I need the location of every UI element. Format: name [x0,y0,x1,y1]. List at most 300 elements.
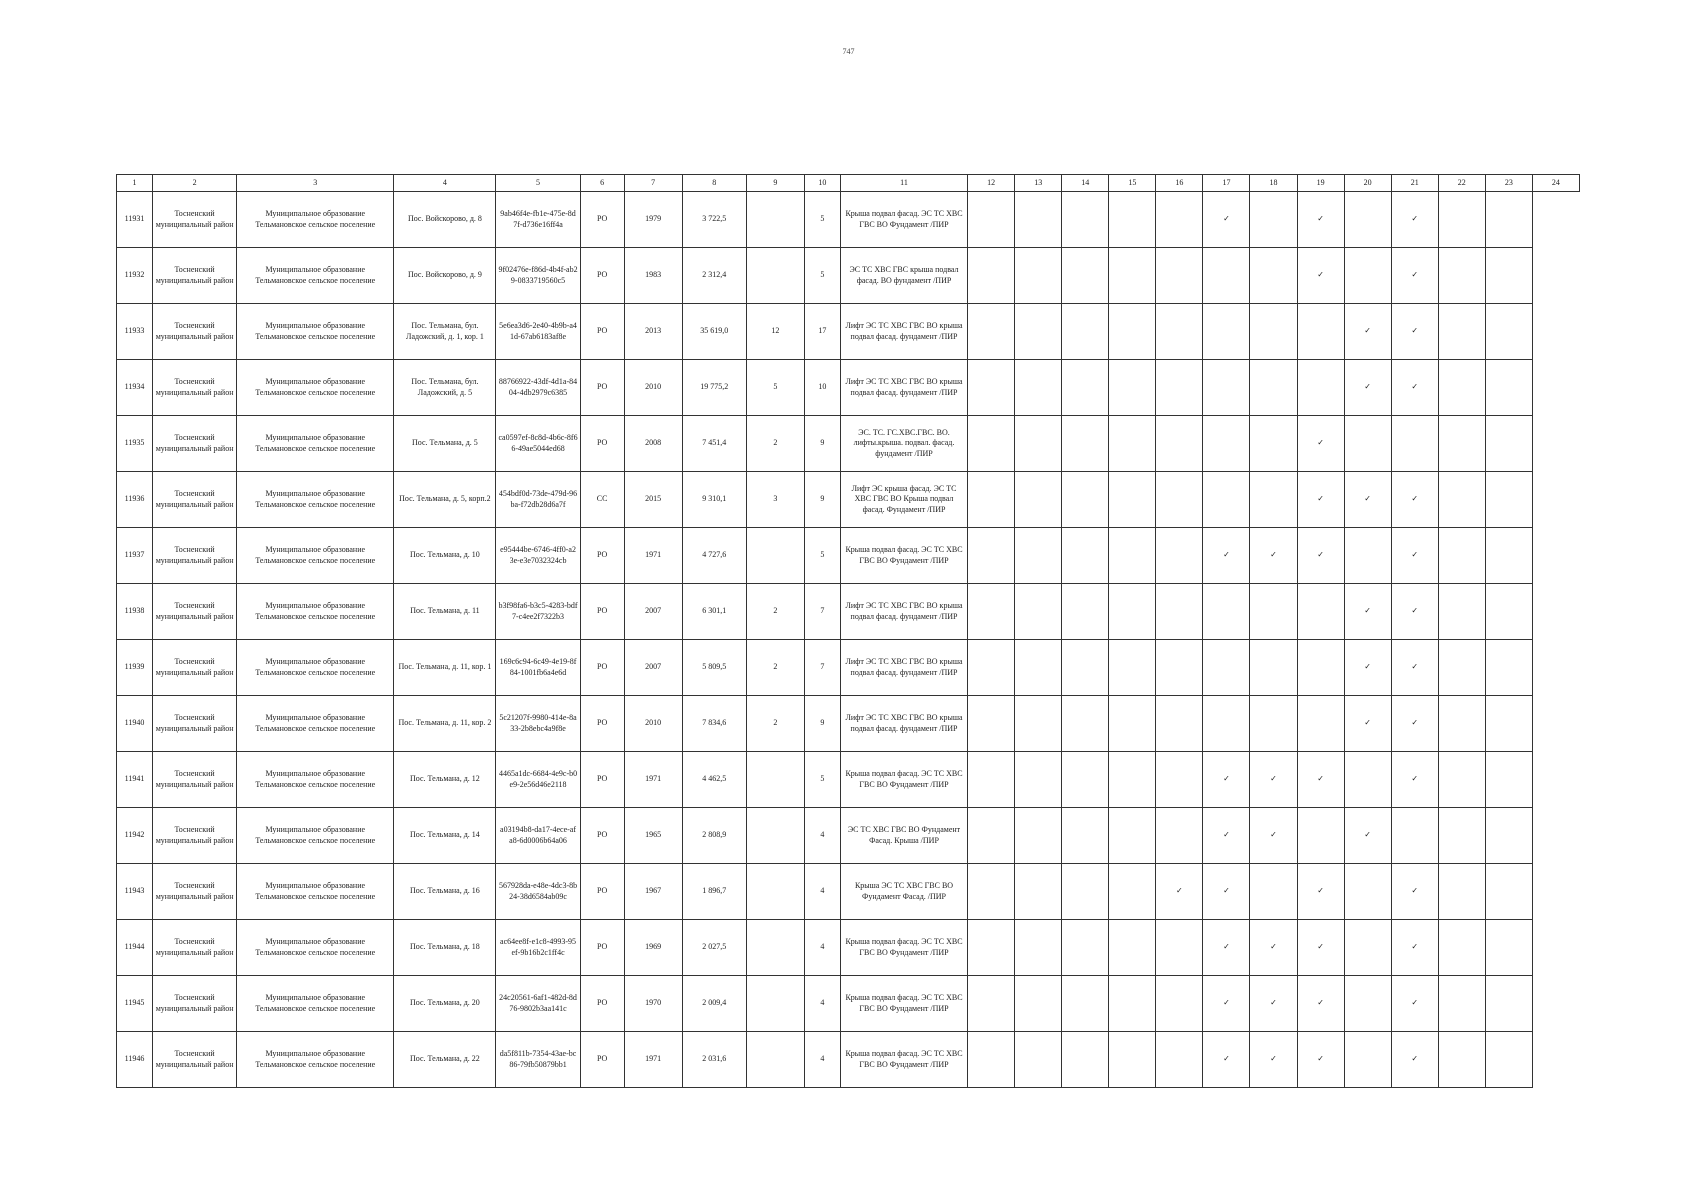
column-9-cell: 2 [746,640,804,696]
ownership-cell: РО [580,920,624,976]
work-type-check-cell [1485,696,1532,752]
work-type-check-cell [1156,1032,1203,1088]
work-type-check-cell [1485,304,1532,360]
row-number: 11940 [117,696,153,752]
house-guid-cell [496,248,580,304]
column-number-header: 19 [1297,175,1344,192]
work-type-check-cell [1156,584,1203,640]
works-list-cell: Крыша подвал фасад. ЭС ТС ХВС ГВС ВО Фундамент /ПИР [840,1032,967,1088]
floors-cell: 7 [804,584,840,640]
works-list-cell: Крыша ЭС ТС ХВС ГВС ВО Фундамент Фасад. /ПИР [840,864,967,920]
municipality-cell: Муниципальное образование Тельмановское сельское поселение [237,360,394,416]
work-type-check-cell [1015,584,1062,640]
area-cell: 3 722,5 [682,192,746,248]
house-guid: da5f811b-7354-43ae-bc86-79fb50879bb1 [499,1049,577,1069]
works-list-cell: ЭС. ТС. ГС.ХВС.ГВС. ВО. лифты.крыша. подвал. фасад. фундамент /ПИР [840,416,967,472]
house-guid: 454bdf0d-73de-479d-96ba-f72db28d6a7f [498,489,578,509]
work-type-check-cell [1062,864,1109,920]
district-cell: Тосненский муниципальный район [153,248,237,304]
work-type-check-cell [1297,584,1344,640]
floors-cell: 10 [804,360,840,416]
table-row [117,696,1580,752]
work-type-check-cell [1485,416,1532,472]
house-guid-cell [496,920,580,976]
municipality-cell: Муниципальное образование Тельмановское сельское поселение [237,472,394,528]
year-built-cell: 1967 [624,864,682,920]
column-9-cell [746,1032,804,1088]
work-type-check-cell [1250,472,1297,528]
work-type-check-cell [1015,416,1062,472]
work-type-check-cell [1156,192,1203,248]
work-type-check-cell: ✓ [1203,528,1250,584]
work-type-check-cell: ✓ [1297,248,1344,304]
work-type-check-cell: ✓ [1391,696,1438,752]
column-number-header: 14 [1062,175,1109,192]
work-type-check-cell: ✓ [1391,752,1438,808]
district-cell: Тосненский муниципальный район [153,640,237,696]
house-guid-cell [496,696,580,752]
work-type-check-cell [1438,248,1485,304]
work-type-check-cell [968,304,1015,360]
work-type-check-cell [1297,808,1344,864]
work-type-check-cell [968,360,1015,416]
year-built-cell: 2015 [624,472,682,528]
work-type-check-cell [1485,528,1532,584]
floors-cell: 5 [804,248,840,304]
district-cell: Тосненский муниципальный район [153,528,237,584]
work-type-check-cell [1438,696,1485,752]
work-type-check-cell [1485,360,1532,416]
ownership-cell: РО [580,360,624,416]
column-number-header: 8 [682,175,746,192]
work-type-check-cell [1062,920,1109,976]
floors-cell: 4 [804,920,840,976]
work-type-check-cell [1250,416,1297,472]
ownership-cell: РО [580,528,624,584]
work-type-check-cell [1485,752,1532,808]
table-row [117,920,1580,976]
work-type-check-cell [968,696,1015,752]
work-type-check-cell: ✓ [1391,304,1438,360]
work-type-check-cell [1062,360,1109,416]
column-number-row [117,175,1580,192]
address-cell: Пос. Тельмана, д. 14 [394,808,496,864]
column-number-header: 24 [1532,175,1579,192]
work-type-check-cell: ✓ [1344,584,1391,640]
work-type-check-cell [1344,864,1391,920]
work-type-check-cell [1015,528,1062,584]
ownership-cell: РО [580,304,624,360]
year-built-cell: 1971 [624,1032,682,1088]
address-cell: Пос. Тельмана, д. 22 [394,1032,496,1088]
house-guid-cell [496,584,580,640]
table-row [117,976,1580,1032]
district-cell: Тосненский муниципальный район [153,416,237,472]
municipality-cell: Муниципальное образование Тельмановское сельское поселение [237,584,394,640]
work-type-check-cell [1062,976,1109,1032]
district-cell: Тосненский муниципальный район [153,976,237,1032]
work-type-check-cell: ✓ [1250,808,1297,864]
work-type-check-cell: ✓ [1156,864,1203,920]
municipality-cell: Муниципальное образование Тельмановское сельское поселение [237,1032,394,1088]
work-type-check-cell [1156,528,1203,584]
works-list-cell: Лифт ЭС ТС ХВС ГВС ВО крыша подвал фасад. фундамент /ПИР [840,696,967,752]
work-type-check-cell [1344,752,1391,808]
house-guid-cell [496,416,580,472]
district-cell: Тосненский муниципальный район [153,192,237,248]
column-number-header: 21 [1391,175,1438,192]
district-cell: Тосненский муниципальный район [153,1032,237,1088]
work-type-check-cell: ✓ [1203,976,1250,1032]
work-type-check-cell: ✓ [1297,528,1344,584]
work-type-check-cell [1109,360,1156,416]
work-type-check-cell [1109,584,1156,640]
works-list-cell: Лифт ЭС ТС ХВС ГВС ВО крыша подвал фасад. фундамент /ПИР [840,584,967,640]
house-guid: e95444be-6746-4ff0-a23e-e3e7032324cb [500,545,576,565]
year-built-cell: 2010 [624,696,682,752]
row-number: 11938 [117,584,153,640]
house-guid: ac64ee8f-e1c8-4993-95ef-9b16b2c1ff4c [500,937,577,957]
table-row [117,248,1580,304]
work-type-check-cell [1203,696,1250,752]
work-type-check-cell [1250,360,1297,416]
ownership-cell: РО [580,808,624,864]
house-guid: a03194b8-da17-4ece-afa8-6d0006b64a06 [500,825,577,845]
municipality-cell: Муниципальное образование Тельмановское сельское поселение [237,528,394,584]
work-type-check-cell [968,472,1015,528]
work-type-check-cell [1015,696,1062,752]
work-type-check-cell [1156,752,1203,808]
area-cell: 19 775,2 [682,360,746,416]
column-number-header: 10 [804,175,840,192]
work-type-check-cell [968,976,1015,1032]
year-built-cell: 1970 [624,976,682,1032]
work-type-check-cell [1109,864,1156,920]
year-built-cell: 1971 [624,752,682,808]
works-list-cell: Лифт ЭС ТС ХВС ГВС ВО крыша подвал фасад. фундамент /ПИР [840,304,967,360]
work-type-check-cell [1203,472,1250,528]
work-type-check-cell [1062,584,1109,640]
row-number: 11933 [117,304,153,360]
ownership-cell: РО [580,976,624,1032]
work-type-check-cell [1015,864,1062,920]
work-type-check-cell [1062,248,1109,304]
work-type-check-cell: ✓ [1297,416,1344,472]
work-type-check-cell [968,920,1015,976]
work-type-check-cell [1485,864,1532,920]
ownership-cell: РО [580,248,624,304]
house-guid-cell [496,304,580,360]
work-type-check-cell: ✓ [1391,472,1438,528]
column-number-header: 9 [746,175,804,192]
work-type-check-cell [1015,976,1062,1032]
table-row [117,304,1580,360]
work-type-check-cell [968,808,1015,864]
work-type-check-cell: ✓ [1203,920,1250,976]
area-cell: 1 896,7 [682,864,746,920]
municipality-cell: Муниципальное образование Тельмановское сельское поселение [237,752,394,808]
work-type-check-cell: ✓ [1297,864,1344,920]
work-type-check-cell [1438,864,1485,920]
work-type-check-cell [1250,584,1297,640]
work-type-check-cell: ✓ [1391,192,1438,248]
year-built-cell: 2007 [624,584,682,640]
house-guid-cell [496,808,580,864]
floors-cell: 4 [804,864,840,920]
district-cell: Тосненский муниципальный район [153,696,237,752]
work-type-check-cell [1344,976,1391,1032]
area-cell: 6 301,1 [682,584,746,640]
address-cell: Пос. Тельмана, бул. Ладожский, д. 5 [394,360,496,416]
floors-cell: 17 [804,304,840,360]
year-built-cell: 2013 [624,304,682,360]
municipality-cell: Муниципальное образование Тельмановское сельское поселение [237,976,394,1032]
work-type-check-cell [1485,584,1532,640]
area-cell: 7 834,6 [682,696,746,752]
work-type-check-cell [1109,920,1156,976]
column-9-cell [746,864,804,920]
ownership-cell: РО [580,696,624,752]
work-type-check-cell: ✓ [1203,192,1250,248]
work-type-check-cell [968,416,1015,472]
municipality-cell: Муниципальное образование Тельмановское сельское поселение [237,864,394,920]
work-type-check-cell [1250,248,1297,304]
work-type-check-cell [1062,696,1109,752]
district-cell: Тосненский муниципальный район [153,472,237,528]
table-row [117,416,1580,472]
work-type-check-cell [1109,192,1156,248]
year-built-cell: 1965 [624,808,682,864]
work-type-check-cell [1109,1032,1156,1088]
column-number-header: 20 [1344,175,1391,192]
floors-cell: 5 [804,752,840,808]
work-type-check-cell: ✓ [1391,248,1438,304]
year-built-cell: 2008 [624,416,682,472]
column-9-cell: 2 [746,416,804,472]
house-guid-cell [496,472,580,528]
floors-cell: 5 [804,192,840,248]
works-list-cell: Лифт ЭС ТС ХВС ГВС ВО крыша подвал фасад. фундамент /ПИР [840,640,967,696]
row-number: 11937 [117,528,153,584]
work-type-check-cell: ✓ [1391,360,1438,416]
column-9-cell: 5 [746,360,804,416]
work-type-check-cell: ✓ [1203,864,1250,920]
area-cell: 2 009,4 [682,976,746,1032]
column-number-header: 6 [580,175,624,192]
work-type-check-cell: ✓ [1344,304,1391,360]
work-type-check-cell [1438,584,1485,640]
work-type-check-cell [1015,640,1062,696]
work-type-check-cell [968,584,1015,640]
column-9-cell: 3 [746,472,804,528]
area-cell: 2 027,5 [682,920,746,976]
table-row [117,528,1580,584]
column-number-header: 16 [1156,175,1203,192]
work-type-check-cell [1438,808,1485,864]
column-9-cell: 2 [746,696,804,752]
municipality-cell: Муниципальное образование Тельмановское сельское поселение [237,920,394,976]
works-list-cell: Крыша подвал фасад. ЭС ТС ХВС ГВС ВО Фундамент /ПИР [840,192,967,248]
column-number-header: 12 [968,175,1015,192]
work-type-check-cell [1109,808,1156,864]
ownership-cell: СС [580,472,624,528]
works-list-cell: Лифт ЭС ТС ХВС ГВС ВО крыша подвал фасад. фундамент /ПИР [840,360,967,416]
municipality-cell: Муниципальное образование Тельмановское сельское поселение [237,248,394,304]
work-type-check-cell: ✓ [1250,528,1297,584]
address-cell: Пос. Тельмана, д. 5, корп.2 [394,472,496,528]
work-type-check-cell [968,248,1015,304]
column-number-header: 2 [153,175,237,192]
work-type-check-cell [1062,192,1109,248]
floors-cell: 4 [804,808,840,864]
area-cell: 2 312,4 [682,248,746,304]
floors-cell: 9 [804,416,840,472]
year-built-cell: 1983 [624,248,682,304]
work-type-check-cell: ✓ [1203,752,1250,808]
district-cell: Тосненский муниципальный район [153,920,237,976]
work-type-check-cell [1109,472,1156,528]
district-cell: Тосненский муниципальный район [153,584,237,640]
work-type-check-cell: ✓ [1391,528,1438,584]
work-type-check-cell: ✓ [1344,472,1391,528]
work-type-check-cell [1015,472,1062,528]
page-number: 747 [842,47,855,56]
address-cell: Пос. Тельмана, д. 11, кор. 1 [394,640,496,696]
house-guid-cell [496,976,580,1032]
work-type-check-cell [1203,640,1250,696]
work-type-check-cell [1438,472,1485,528]
work-type-check-cell [1015,808,1062,864]
year-built-cell: 2007 [624,640,682,696]
ownership-cell: РО [580,416,624,472]
housing-registry-table [116,174,1580,1088]
work-type-check-cell [1156,696,1203,752]
year-built-cell: 2010 [624,360,682,416]
floors-cell: 9 [804,696,840,752]
address-cell: Пос. Войскорово, д. 8 [394,192,496,248]
column-number-header: 23 [1485,175,1532,192]
work-type-check-cell: ✓ [1297,472,1344,528]
works-list-cell: ЭС ТС ХВС ГВС крыша подвал фасад. ВО фундамент /ПИР [840,248,967,304]
work-type-check-cell [1156,976,1203,1032]
district-cell: Тосненский муниципальный район [153,360,237,416]
work-type-check-cell [1203,584,1250,640]
district-cell: Тосненский муниципальный район [153,808,237,864]
table-row [117,360,1580,416]
column-number-header: 22 [1438,175,1485,192]
work-type-check-cell [1156,920,1203,976]
column-9-cell [746,192,804,248]
address-cell: Пос. Тельмана, д. 5 [394,416,496,472]
work-type-check-cell [1438,528,1485,584]
work-type-check-cell: ✓ [1297,1032,1344,1088]
house-guid-cell [496,640,580,696]
table-row [117,472,1580,528]
year-built-cell: 1979 [624,192,682,248]
column-number-header: 11 [840,175,967,192]
area-cell: 2 031,6 [682,1032,746,1088]
house-guid: 169c6c94-6c49-4e19-8f84-1001fb6a4e6d [499,657,577,677]
municipality-cell: Муниципальное образование Тельмановское сельское поселение [237,304,394,360]
work-type-check-cell [1015,752,1062,808]
work-type-check-cell: ✓ [1297,976,1344,1032]
work-type-check-cell [1015,1032,1062,1088]
work-type-check-cell [1344,416,1391,472]
table-row [117,752,1580,808]
work-type-check-cell: ✓ [1297,752,1344,808]
work-type-check-cell: ✓ [1250,752,1297,808]
house-guid: 5e6ea3d6-2e40-4b9b-a41d-67ab6183af8e [499,321,577,341]
works-list-cell: Крыша подвал фасад. ЭС ТС ХВС ГВС ВО Фундамент /ПИР [840,976,967,1032]
work-type-check-cell [1109,640,1156,696]
house-guid-cell [496,1032,580,1088]
works-list-cell: Крыша подвал фасад. ЭС ТС ХВС ГВС ВО Фундамент /ПИР [840,920,967,976]
work-type-check-cell [1156,416,1203,472]
area-cell: 35 619,0 [682,304,746,360]
work-type-check-cell [1438,752,1485,808]
work-type-check-cell [1109,696,1156,752]
work-type-check-cell [968,752,1015,808]
municipality-cell: Муниципальное образование Тельмановское сельское поселение [237,640,394,696]
work-type-check-cell [1485,192,1532,248]
work-type-check-cell [1062,752,1109,808]
column-number-header: 7 [624,175,682,192]
work-type-check-cell [1438,976,1485,1032]
floors-cell: 4 [804,976,840,1032]
work-type-check-cell [1015,248,1062,304]
column-9-cell [746,752,804,808]
work-type-check-cell: ✓ [1344,360,1391,416]
work-type-check-cell [1156,472,1203,528]
row-number: 11941 [117,752,153,808]
work-type-check-cell [1297,640,1344,696]
area-cell: 5 809,5 [682,640,746,696]
column-number-header: 17 [1203,175,1250,192]
house-guid: 567928da-e48e-4dc3-8b24-38d6584ab09c [498,881,578,901]
work-type-check-cell [1344,248,1391,304]
column-number-header: 3 [237,175,394,192]
address-cell: Пос. Тельмана, д. 18 [394,920,496,976]
work-type-check-cell [1485,640,1532,696]
ownership-cell: РО [580,752,624,808]
column-number-header: 15 [1109,175,1156,192]
work-type-check-cell [1109,416,1156,472]
work-type-check-cell [1297,360,1344,416]
house-guid: 9ab46f4e-fb1e-475e-8d7f-d736e16ff4a [500,209,576,229]
house-guid-cell [496,752,580,808]
house-guid-cell [496,864,580,920]
floors-cell: 5 [804,528,840,584]
work-type-check-cell [1062,528,1109,584]
work-type-check-cell [1062,304,1109,360]
ownership-cell: РО [580,584,624,640]
row-number: 11943 [117,864,153,920]
work-type-check-cell: ✓ [1344,640,1391,696]
work-type-check-cell [1015,360,1062,416]
work-type-check-cell [1485,472,1532,528]
row-number: 11944 [117,920,153,976]
address-cell: Пос. Войскорово, д. 9 [394,248,496,304]
work-type-check-cell [1250,304,1297,360]
column-9-cell [746,248,804,304]
municipality-cell: Муниципальное образование Тельмановское сельское поселение [237,808,394,864]
column-9-cell [746,808,804,864]
work-type-check-cell [1015,192,1062,248]
house-guid: b3f98fa6-b3c5-4283-bdf7-c4ee2f7322b3 [498,601,578,621]
work-type-check-cell [968,864,1015,920]
work-type-check-cell [1485,1032,1532,1088]
column-9-cell [746,976,804,1032]
